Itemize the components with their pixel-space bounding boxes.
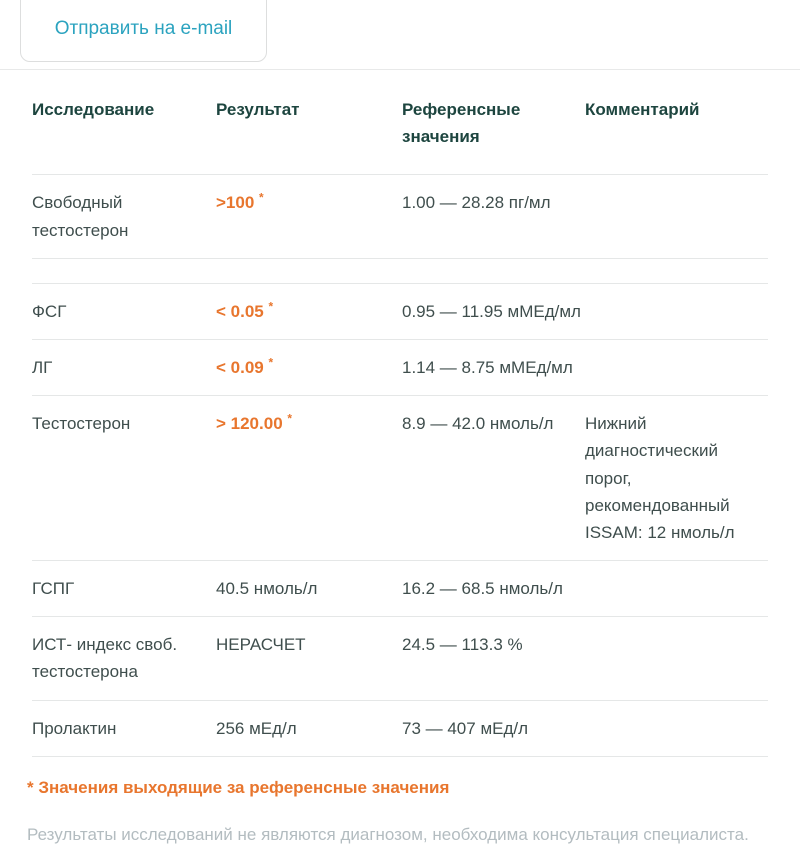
test-name: ФСГ xyxy=(32,301,67,321)
abnormal-flag: * xyxy=(287,411,293,426)
table-row xyxy=(32,175,768,258)
abnormal-values-footnote: * Значения выходящие за референсные значения xyxy=(27,777,450,797)
table-row xyxy=(32,396,768,561)
test-name: Тестостерон xyxy=(32,414,131,434)
test-reference: 1.14 — 8.75 мМЕд/мл xyxy=(402,357,573,377)
test-comment xyxy=(585,354,768,381)
test-reference: 0.95 — 11.95 мМЕд/мл xyxy=(402,301,581,321)
abnormal-flag: * xyxy=(268,299,274,314)
table-row xyxy=(32,617,768,700)
table-row-empty xyxy=(32,259,768,284)
test-name: Пролактин xyxy=(32,718,117,738)
table-header-row xyxy=(32,70,768,175)
header-comment: Комментарий xyxy=(585,100,700,119)
send-email-button-label: Отправить на e-mail xyxy=(54,18,233,39)
test-name: ГСПГ xyxy=(32,579,75,599)
tab-bar xyxy=(0,0,800,70)
test-reference: 24.5 — 113.3 % xyxy=(402,635,523,655)
table-row xyxy=(32,561,768,617)
test-reference: 73 — 407 мЕд/л xyxy=(402,718,529,738)
test-comment xyxy=(585,631,768,685)
test-name: ИСТ- индекс своб. тестостерона xyxy=(32,635,178,682)
disclaimer-text: Результаты исследований не являются диагнозом, необходима консультация специалиста. xyxy=(27,825,749,845)
abnormal-flag: * xyxy=(268,355,274,370)
test-result: НЕРАСЧЕТ xyxy=(216,635,306,655)
test-result: > 120.00 * xyxy=(216,411,293,434)
header-test: Исследование xyxy=(32,100,155,119)
test-result: 40.5 нмоль/л xyxy=(216,579,318,599)
send-email-button[interactable] xyxy=(20,0,267,62)
test-reference: 1.00 — 28.28 пг/мл xyxy=(402,193,551,213)
test-reference: 8.9 — 42.0 нмоль/л xyxy=(402,414,554,434)
table-row xyxy=(32,701,768,757)
abnormal-flag: * xyxy=(259,190,264,205)
table-row xyxy=(32,340,768,396)
test-result: < 0.05 * xyxy=(216,299,274,321)
test-result: 256 мЕд/л xyxy=(216,718,297,738)
test-comment xyxy=(585,715,768,742)
test-reference: 16.2 — 68.5 нмоль/л xyxy=(402,579,563,599)
test-comment: Нижний диагностический порог, рекомендованный ISSAM: 12 нмоль/л xyxy=(585,414,735,542)
test-comment xyxy=(585,298,768,325)
test-name: ЛГ xyxy=(32,357,53,377)
test-result: < 0.09 * xyxy=(216,355,274,377)
header-reference: Референсные значения xyxy=(402,100,521,147)
results-table xyxy=(32,70,768,757)
header-result: Результат xyxy=(216,100,300,119)
test-comment xyxy=(585,575,768,602)
table-row xyxy=(32,284,768,340)
test-result: >100 * xyxy=(216,190,264,213)
results-content xyxy=(0,70,800,757)
test-name: Свободный тестостерон xyxy=(32,193,129,240)
test-comment xyxy=(585,189,768,243)
